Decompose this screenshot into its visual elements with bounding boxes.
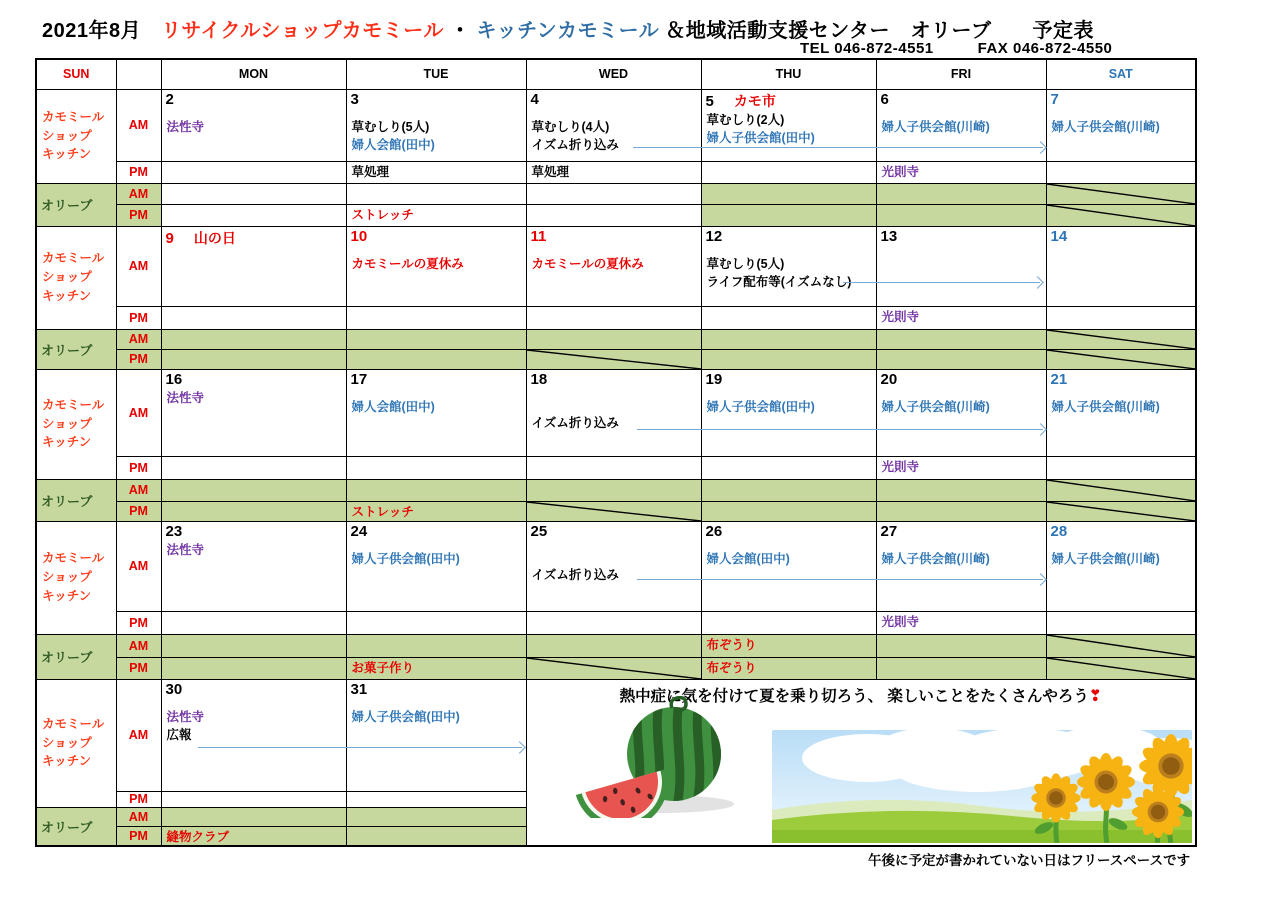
pm-label: PM <box>116 204 161 226</box>
day-cell-aug17-am <box>346 369 526 456</box>
olive-cell <box>161 204 346 226</box>
olive-cell-closed <box>701 479 876 501</box>
crossout-line <box>1047 205 1196 226</box>
camomile-label <box>36 369 116 479</box>
day-cell-aug6-am <box>876 89 1046 161</box>
olive-cell <box>346 183 526 204</box>
camomile-label-line: ショップ <box>42 128 92 143</box>
header-wed: WED <box>526 59 701 89</box>
olive-cell-crossed <box>1046 204 1196 226</box>
header-fri: FRI <box>876 59 1046 89</box>
crossout-line <box>1047 635 1196 657</box>
week3-olive-am-row <box>36 479 1196 501</box>
week3-pm-row <box>36 456 1196 479</box>
entry: ストレッチ <box>351 504 414 519</box>
am-label: AM <box>116 679 161 791</box>
day-number: 18 <box>530 370 548 388</box>
entry: 婦人子供会館(田中) <box>351 551 460 566</box>
day-cell-aug30-am <box>161 679 346 791</box>
entry: 光則寺 <box>881 459 920 474</box>
page-title <box>42 14 1094 43</box>
olive-cell-closed <box>701 204 876 226</box>
entry: イズム折り込み <box>531 137 619 152</box>
entry: 光則寺 <box>881 309 920 324</box>
day-cell <box>701 611 876 634</box>
olive-cell-closed <box>161 634 346 657</box>
day-number: 24 <box>350 522 368 540</box>
pm-label: PM <box>116 306 161 329</box>
am-label: AM <box>116 183 161 204</box>
olive-cell-crossed <box>526 501 701 521</box>
day-cell-aug13-pm <box>876 306 1046 329</box>
day-cell-aug6-pm <box>876 161 1046 183</box>
olive-cell-crossed <box>526 657 701 679</box>
week2-olive-pm-row <box>36 349 1196 369</box>
day-number: 11 <box>530 227 547 245</box>
pm-label: PM <box>116 826 161 846</box>
entry: 婦人会館(田中) <box>351 137 435 152</box>
entry: 婦人子供会館(川崎) <box>881 551 990 566</box>
day-cell <box>161 306 346 329</box>
title-shop-name: リサイクルショップカモミール <box>161 20 444 42</box>
day-cell <box>701 456 876 479</box>
crossout-line <box>1047 480 1196 501</box>
entry: お菓子作り <box>351 660 415 675</box>
day-number: 28 <box>1050 522 1068 540</box>
day-number: 16 <box>165 370 183 388</box>
camomile-label-line: ショップ <box>42 270 92 285</box>
crossout-line <box>1047 502 1196 521</box>
am-label: AM <box>116 479 161 501</box>
day-number: 7 <box>1050 90 1059 108</box>
schedule-arrow-week3 <box>637 429 1043 430</box>
day-cell-aug4-am <box>526 89 701 161</box>
day-number: 10 <box>350 227 368 245</box>
olive-label: オリーブ <box>36 479 116 521</box>
camomile-label-line: キッチン <box>42 435 92 450</box>
day-number: 6 <box>880 90 889 108</box>
entry: 婦人子供会館(田中) <box>351 709 460 724</box>
camomile-label-line: ショップ <box>42 735 92 750</box>
day-cell-aug16-am <box>161 369 346 456</box>
week4-olive-am-row <box>36 634 1196 657</box>
week2-pm-row <box>36 306 1196 329</box>
olive-cell-closed <box>876 479 1046 501</box>
day-number: 5 <box>705 92 714 110</box>
day-number: 26 <box>705 522 723 540</box>
olive-cell-closed <box>876 634 1046 657</box>
week2-am-row <box>36 226 1196 306</box>
olive-cell <box>526 183 701 204</box>
camomile-label <box>36 226 116 329</box>
day-cell <box>1046 306 1196 329</box>
olive-cell-closed <box>876 204 1046 226</box>
camomile-label-line: キッチン <box>42 588 92 603</box>
day-cell-aug19-am <box>701 369 876 456</box>
entry: 光則寺 <box>881 614 920 629</box>
entry: 草むしり(5人) <box>706 256 785 271</box>
schedule-arrow-week2 <box>843 282 1040 283</box>
day-number: 23 <box>165 522 183 540</box>
entry: ストレッチ <box>351 207 414 222</box>
sunflower-field-icon <box>772 730 1192 843</box>
summer-message-text: 熱中症に気を付けて夏を乗り切ろう、 楽しいことをたくさんやろう <box>619 687 1089 705</box>
entry: 婦人会館(田中) <box>706 551 790 566</box>
camomile-label <box>36 89 116 183</box>
day-cell-aug21-am <box>1046 369 1196 456</box>
olive-cell-closed <box>876 501 1046 521</box>
week4-pm-row <box>36 611 1196 634</box>
camomile-label <box>36 521 116 634</box>
entry: 婦人会館(田中) <box>351 399 435 414</box>
entry: 草処理 <box>531 164 570 179</box>
title-kitchen-name: キッチンカモミール <box>476 20 660 42</box>
tel-number: TEL 046-872-4551 <box>800 40 934 57</box>
day-cell-aug18-am <box>526 369 701 456</box>
fax-number: FAX 046-872-4550 <box>977 40 1113 57</box>
pm-label: PM <box>116 791 161 807</box>
day-number: 2 <box>165 90 174 108</box>
olive-cell-closed <box>161 329 346 349</box>
entry: 婦人子供会館(川崎) <box>881 399 990 414</box>
pm-label: PM <box>116 611 161 634</box>
day-cell <box>346 611 526 634</box>
entry: イズム折り込み <box>531 415 619 430</box>
olive-cell-crossed <box>1046 183 1196 204</box>
header-thu: THU <box>701 59 876 89</box>
olive-cell-closed <box>701 183 876 204</box>
olive-cell-closed <box>701 501 876 521</box>
olive-cell-closed <box>526 329 701 349</box>
watermelon-icon <box>559 696 754 818</box>
am-label: AM <box>116 89 161 161</box>
day-cell-aug13-am <box>876 226 1046 306</box>
olive-label: オリーブ <box>36 329 116 369</box>
olive-cell-crossed <box>1046 479 1196 501</box>
olive-cell-closed <box>161 826 346 846</box>
olive-cell-closed <box>526 479 701 501</box>
entry: イズム折り込み <box>531 567 619 582</box>
footnote: 午後に予定が書かれていない日はフリースペースです <box>868 853 1191 868</box>
olive-cell-closed <box>346 826 526 846</box>
day-number: 9 <box>165 229 174 247</box>
camomile-label-line: カモミール <box>42 716 105 731</box>
day-cell-aug23-am <box>161 521 346 611</box>
contact-info <box>800 40 1112 57</box>
crossout-line <box>527 502 701 521</box>
day-cell <box>346 456 526 479</box>
day-cell <box>526 456 701 479</box>
week4-am-row <box>36 521 1196 611</box>
olive-label: オリーブ <box>36 634 116 679</box>
entry: 草むしり(5人) <box>351 119 430 134</box>
schedule-arrow-week1 <box>633 147 1043 148</box>
olive-cell-closed <box>701 329 876 349</box>
day-cell-aug9-am <box>161 226 346 306</box>
day-cell-aug20-pm <box>876 456 1046 479</box>
day-cell-aug25-am <box>526 521 701 611</box>
camomile-label-line: キッチン <box>42 288 92 303</box>
entry: 光則寺 <box>881 164 920 179</box>
day-cell-aug30-pm <box>161 791 346 807</box>
am-label: AM <box>116 329 161 349</box>
day-cell <box>161 611 346 634</box>
day-cell-aug7-am <box>1046 89 1196 161</box>
day-cell <box>701 306 876 329</box>
olive-cell-closed <box>701 634 876 657</box>
olive-cell-closed <box>701 657 876 679</box>
entry: 婦人子供会館(川崎) <box>1051 119 1160 134</box>
olive-cell <box>526 204 701 226</box>
am-label: AM <box>116 521 161 611</box>
summer-message-panel <box>526 679 1196 846</box>
olive-cell-closed <box>346 349 526 369</box>
olive-cell-closed <box>161 807 346 826</box>
olive-cell-closed <box>876 349 1046 369</box>
day-number: 25 <box>530 522 548 540</box>
crossout-line <box>527 658 701 679</box>
day-cell-aug10-am <box>346 226 526 306</box>
day-cell <box>526 306 701 329</box>
day-cell-aug2-am <box>161 89 346 161</box>
olive-cell-closed <box>161 657 346 679</box>
day-cell <box>1046 611 1196 634</box>
header-mon: MON <box>161 59 346 89</box>
pm-label: PM <box>116 349 161 369</box>
camomile-label-line: キッチン <box>42 147 92 162</box>
olive-cell-crossed <box>526 349 701 369</box>
pm-label: PM <box>116 657 161 679</box>
day-cell-aug20-am <box>876 369 1046 456</box>
day-cell-aug28-am <box>1046 521 1196 611</box>
olive-cell-closed <box>876 657 1046 679</box>
entry: 布ぞうり <box>706 637 757 652</box>
day-number: 17 <box>350 370 368 388</box>
day-cell-aug3-pm <box>346 161 526 183</box>
day-cell-aug4-pm <box>526 161 701 183</box>
day-cell-aug11-am <box>526 226 701 306</box>
day-number: 27 <box>880 522 898 540</box>
olive-cell <box>346 204 526 226</box>
am-label: AM <box>116 226 161 306</box>
week5-am-row <box>36 679 1196 791</box>
day-number: 31 <box>350 680 368 698</box>
holiday-tag: 山の日 <box>193 229 236 246</box>
week3-olive-pm-row <box>36 501 1196 521</box>
camomile-label-line: カモミール <box>42 397 105 412</box>
day-number: 19 <box>705 370 723 388</box>
olive-cell-closed <box>346 329 526 349</box>
day-cell-aug27-am <box>876 521 1046 611</box>
entry: 婦人子供会館(川崎) <box>1051 399 1160 414</box>
olive-cell-closed <box>161 479 346 501</box>
olive-label: オリーブ <box>36 807 116 846</box>
day-number: 21 <box>1050 370 1068 388</box>
day-cell-aug14-am <box>1046 226 1196 306</box>
entry: 法性寺 <box>166 390 205 405</box>
olive-cell-closed <box>161 501 346 521</box>
schedule-arrow-week4 <box>637 579 1043 580</box>
week2-olive-am-row <box>36 329 1196 349</box>
camomile-label-line: カモミール <box>42 109 105 124</box>
day-cell <box>161 456 346 479</box>
olive-cell-closed <box>346 501 526 521</box>
day-cell-aug31-pm <box>346 791 526 807</box>
day-cell-aug31-am <box>346 679 526 791</box>
olive-cell-crossed <box>1046 657 1196 679</box>
olive-cell <box>161 183 346 204</box>
entry: 布ぞうり <box>706 660 757 675</box>
camomile-label-line: カモミール <box>42 551 105 566</box>
am-label: AM <box>116 369 161 456</box>
olive-cell-closed <box>346 807 526 826</box>
entry: ライフ配布等(イズムなし) <box>706 274 852 289</box>
header-time-column <box>116 59 161 89</box>
entry: カモミールの夏休み <box>531 256 644 271</box>
day-cell-aug24-am <box>346 521 526 611</box>
crossout-line <box>1047 330 1196 349</box>
title-rest: ＆地域活動支援センター オリーブ 予定表 <box>665 20 1094 42</box>
week4-olive-pm-row <box>36 657 1196 679</box>
pm-label: PM <box>116 456 161 479</box>
day-number: 14 <box>1050 227 1068 245</box>
camomile-label-line: ショップ <box>42 570 92 585</box>
camomile-label-line: キッチン <box>42 754 92 769</box>
olive-cell-crossed <box>1046 634 1196 657</box>
entry: 草むしり(2人) <box>706 112 785 127</box>
olive-cell-crossed <box>1046 501 1196 521</box>
entry: 婦人子供会館(川崎) <box>1051 551 1160 566</box>
day-number: 20 <box>880 370 898 388</box>
entry: 婦人子供会館(田中) <box>706 130 815 145</box>
olive-cell-closed <box>346 657 526 679</box>
entry: 法性寺 <box>166 709 205 724</box>
weekday-header-row <box>36 59 1196 89</box>
day-cell-aug27-pm <box>876 611 1046 634</box>
olive-label: オリーブ <box>36 183 116 226</box>
olive-cell-closed <box>161 349 346 369</box>
header-sat: SAT <box>1046 59 1196 89</box>
entry: 草むしり(4人) <box>531 119 610 134</box>
header-sun: SUN <box>36 59 116 89</box>
schedule-arrow-week5 <box>198 747 522 748</box>
day-cell-aug7-pm <box>1046 161 1196 183</box>
week1-olive-pm-row <box>36 204 1196 226</box>
day-number: 4 <box>530 90 539 108</box>
pm-label: PM <box>116 161 161 183</box>
camomile-label <box>36 679 116 807</box>
title-month: 2021年8月 <box>42 20 142 42</box>
title-separator: ・ <box>449 20 471 42</box>
olive-cell-crossed <box>1046 329 1196 349</box>
schedule-table <box>35 58 1197 847</box>
olive-cell-closed <box>346 634 526 657</box>
day-cell-aug12-am <box>701 226 876 306</box>
entry: 法性寺 <box>166 119 205 134</box>
am-label: AM <box>116 807 161 826</box>
week1-olive-am-row <box>36 183 1196 204</box>
week1-am-row <box>36 89 1196 161</box>
pm-label: PM <box>116 501 161 521</box>
heart-exclamation-icon: ❣ <box>1088 687 1102 705</box>
day-number: 3 <box>350 90 359 108</box>
day-cell-aug5-pm <box>701 161 876 183</box>
day-cell <box>1046 456 1196 479</box>
entry: 婦人子供会館(川崎) <box>881 119 990 134</box>
crossout-line <box>1047 184 1196 204</box>
am-label: AM <box>116 634 161 657</box>
day-number: 13 <box>880 227 898 245</box>
event-tag: カモ市 <box>733 92 776 109</box>
entry: 婦人子供会館(田中) <box>706 399 815 414</box>
entry: 法性寺 <box>166 542 205 557</box>
day-cell-aug3-am <box>346 89 526 161</box>
week1-pm-row <box>36 161 1196 183</box>
crossout-line <box>1047 658 1196 679</box>
week3-am-row <box>36 369 1196 456</box>
entry: 縫物クラブ <box>166 829 230 844</box>
day-cell-aug5-am <box>701 89 876 161</box>
day-cell-aug26-am <box>701 521 876 611</box>
olive-cell-closed <box>876 329 1046 349</box>
day-cell <box>346 306 526 329</box>
camomile-label-line: カモミール <box>42 251 105 266</box>
day-cell-aug2-pm <box>161 161 346 183</box>
crossout-line <box>1047 350 1196 369</box>
entry: カモミールの夏休み <box>351 256 464 271</box>
camomile-label-line: ショップ <box>42 416 92 431</box>
entry: 草処理 <box>351 164 390 179</box>
olive-cell-closed <box>876 183 1046 204</box>
olive-cell-closed <box>526 634 701 657</box>
day-number: 30 <box>165 680 183 698</box>
olive-cell-closed <box>346 479 526 501</box>
entry: 広報 <box>166 727 192 742</box>
olive-cell-crossed <box>1046 349 1196 369</box>
header-tue: TUE <box>346 59 526 89</box>
crossout-line <box>527 350 701 369</box>
olive-cell-closed <box>701 349 876 369</box>
day-cell <box>526 611 701 634</box>
day-number: 12 <box>705 227 723 245</box>
